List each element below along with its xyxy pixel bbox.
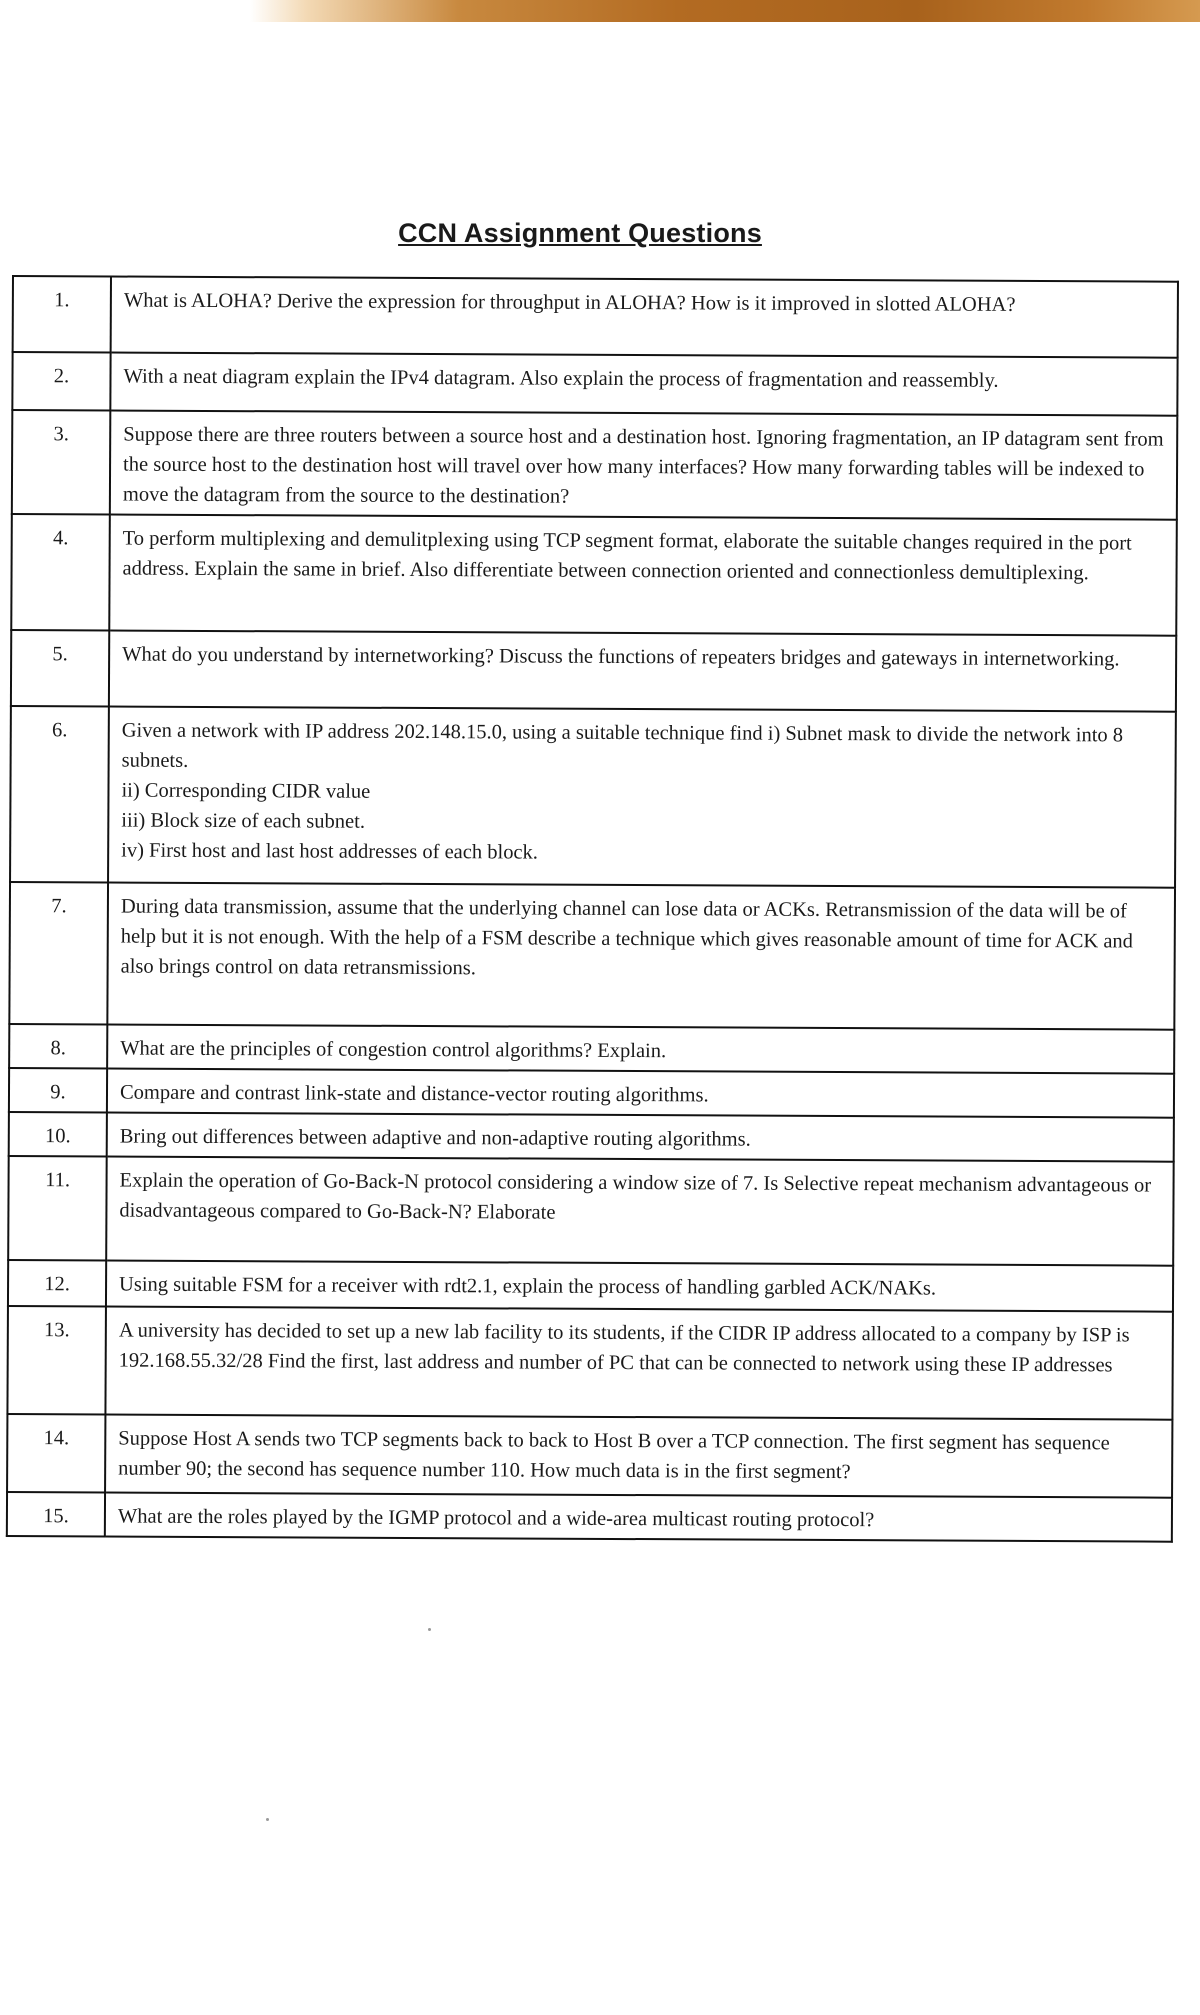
question-text: What are the principles of congestion control algorithms? Explain. <box>107 1024 1174 1073</box>
question-text: Suppose there are three routers between a source host and a destination host. Ignoring fragmentation, an IP datagram sent from the source host to the destination host will travel over how many interfaces? How many forwarding tables will be indexed to move the datagram from the source to the destination? <box>110 410 1177 519</box>
question-number: 13. <box>7 1306 106 1414</box>
question-number: 14. <box>7 1414 105 1492</box>
table-row <box>8 1260 1173 1312</box>
table-row <box>11 514 1177 636</box>
table-row <box>10 706 1176 888</box>
question-text: Bring out differences between adaptive and non-adaptive routing algorithms. <box>107 1112 1174 1161</box>
table-row <box>8 1156 1173 1266</box>
table-row <box>11 630 1176 712</box>
table-row <box>7 1492 1172 1542</box>
table-row <box>12 352 1177 416</box>
question-text: Explain the operation of Go-Back-N protocol considering a window size of 7. Is Selective repeat mechanism advantageous or disadvantageous compared to Go-Back-N? Elaborate <box>106 1156 1173 1265</box>
question-text: Using suitable FSM for a receiver with rdt2.1, explain the process of handling garbled ACK/NAKs. <box>106 1260 1173 1311</box>
scan-top-edge <box>250 0 1200 22</box>
question-number: 7. <box>9 882 108 1024</box>
question-number: 4. <box>11 514 110 630</box>
page-title: CCN Assignment Questions <box>398 218 762 248</box>
question-text: A university has decided to set up a new lab facility to its students, if the CIDR IP address allocated to a company by ISP is 192.168.55.32/28 Find the first, last address and number of PC that can be connected to network using these IP addresses <box>105 1306 1173 1419</box>
question-text: To perform multiplexing and demulitplexing using TCP segment format, elaborate the suitable changes required in the port address. Explain the same in brief. Also differentiate between connection oriented and connectionless demultiplexing. <box>109 514 1177 635</box>
question-number: 2. <box>12 352 110 410</box>
scan-speck <box>266 1818 269 1821</box>
question-number: 8. <box>9 1024 107 1068</box>
table-row <box>9 1112 1174 1162</box>
question-number: 9. <box>9 1068 107 1112</box>
question-text: During data transmission, assume that the underlying channel can lose data or ACKs. Retransmission of the data will be of help but it is not enough. With the help of a FSM describe a technique which gives reasonable amount of time for ACK and also brings control on data retransmissions. <box>107 882 1175 1029</box>
question-text: Suppose Host A sends two TCP segments back to back to Host B over a TCP connection. The first segment has sequence number 90; the second has sequence number 110. How much data is in the first segment? <box>105 1414 1172 1497</box>
question-text: What do you understand by internetworking? Discuss the functions of repeaters bridges and gateways in internetworking. <box>109 630 1176 711</box>
question-number: 15. <box>7 1492 105 1536</box>
question-number: 10. <box>9 1112 107 1156</box>
question-number: 3. <box>12 410 111 514</box>
scan-speck <box>428 1628 431 1631</box>
table-row <box>9 1024 1174 1074</box>
table-row <box>9 882 1175 1030</box>
question-number: 1. <box>13 276 111 352</box>
question-number: 11. <box>8 1156 107 1260</box>
question-number: 12. <box>8 1260 106 1306</box>
table-row <box>7 1306 1173 1420</box>
question-text: What is ALOHA? Derive the expression for throughput in ALOHA? How is it improved in slotted ALOHA? <box>111 276 1178 357</box>
question-text: Given a network with IP address 202.148.15.0, using a suitable technique find i) Subnet mask to divide the network into 8 subnets. ii) Corresponding CIDR value iii) Block size of each subnet. iv) First host and last host addresses of each block. <box>108 706 1176 887</box>
table-row <box>9 1068 1174 1118</box>
question-text: What are the roles played by the IGMP protocol and a wide-area multicast routing protocol? <box>105 1492 1172 1541</box>
table-row <box>12 410 1177 520</box>
question-text: With a neat diagram explain the IPv4 datagram. Also explain the process of fragmentation and reassembly. <box>110 352 1177 415</box>
question-number: 6. <box>10 706 109 882</box>
question-text: Compare and contrast link-state and distance-vector routing algorithms. <box>107 1068 1174 1117</box>
question-number: 5. <box>11 630 109 706</box>
questions-table <box>6 275 1179 1543</box>
table-row <box>13 276 1178 358</box>
table-row <box>7 1414 1172 1498</box>
